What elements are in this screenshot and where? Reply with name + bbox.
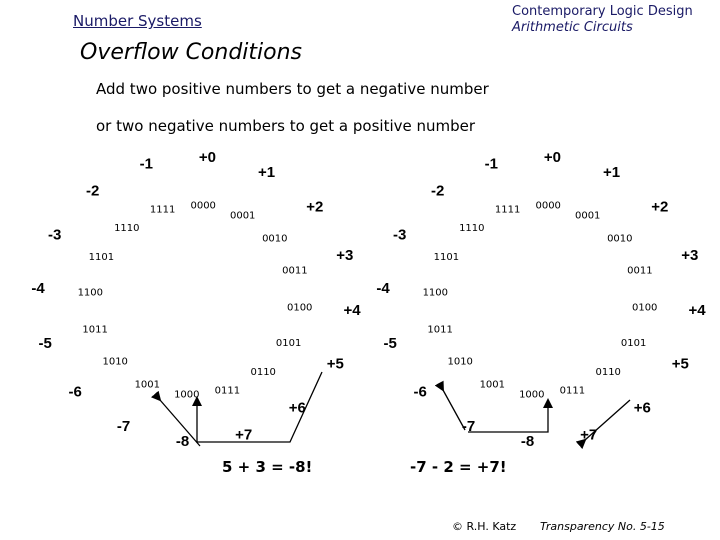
footer-author: © R.H. Katz xyxy=(452,520,517,533)
binary-code-label: 1011 xyxy=(427,324,453,336)
binary-code-label: 0000 xyxy=(535,200,561,212)
decimal-value-label: -6 xyxy=(68,383,82,401)
decimal-value-label: -3 xyxy=(393,226,407,244)
decimal-value-label: -8 xyxy=(175,433,190,451)
binary-code-label: 0111 xyxy=(214,385,241,397)
binary-code-label: 1111 xyxy=(149,204,176,216)
decimal-value-label: +0 xyxy=(198,148,216,166)
binary-code-label: 0100 xyxy=(631,302,658,314)
decimal-value-label: -3 xyxy=(48,226,62,244)
decimal-value-label: +1 xyxy=(602,163,621,181)
decimal-value-label: +7 xyxy=(580,426,598,444)
decimal-value-label: +2 xyxy=(651,198,669,216)
binary-code-label: 1101 xyxy=(433,251,460,263)
slide-title: Overflow Conditions xyxy=(80,40,303,65)
binary-code-label: 0001 xyxy=(574,210,601,222)
equation-left: 5 + 3 = -8! xyxy=(222,458,313,476)
binary-code-label: 1010 xyxy=(102,356,128,368)
decimal-value-label: +7 xyxy=(235,426,253,444)
binary-code-label: 0011 xyxy=(627,265,653,277)
binary-code-label: 1111 xyxy=(494,204,521,216)
binary-code-label: 1100 xyxy=(422,287,449,299)
decimal-value-label: -8 xyxy=(520,433,535,451)
overflow-arrow-right-left xyxy=(443,390,465,430)
decimal-value-label: +3 xyxy=(681,246,699,264)
decimal-value-label: -5 xyxy=(383,334,397,352)
binary-code-label: 0101 xyxy=(620,338,647,350)
binary-code-label: 0100 xyxy=(286,302,313,314)
subtitle-line-2: or two negative numbers to get a positive number xyxy=(96,117,476,135)
overflow-arrow-right-main xyxy=(468,400,548,432)
decimal-value-label: +1 xyxy=(257,163,276,181)
decimal-value-label: -7 xyxy=(461,417,476,435)
decimal-value-label: -2 xyxy=(86,182,100,200)
decimal-value-label: +4 xyxy=(688,302,706,320)
decimal-value-label: -7 xyxy=(116,417,131,435)
binary-code-label: 1000 xyxy=(174,389,200,401)
footer-transparency: Transparency No. 5-15 xyxy=(540,520,665,533)
decimal-value-label: -6 xyxy=(413,383,427,401)
binary-code-label: 1011 xyxy=(82,324,108,336)
binary-code-label: 0110 xyxy=(250,367,276,379)
decimal-value-label: -2 xyxy=(431,182,445,200)
header-chapter-title: Arithmetic Circuits xyxy=(512,20,633,35)
decimal-value-label: +3 xyxy=(336,246,354,264)
decimal-value-label: -4 xyxy=(376,279,390,297)
binary-code-label: 1100 xyxy=(77,287,104,299)
binary-code-label: 0010 xyxy=(607,233,633,245)
decimal-value-label: +5 xyxy=(326,355,344,373)
binary-code-label: 1000 xyxy=(519,389,545,401)
binary-code-label: 0001 xyxy=(229,210,256,222)
binary-code-label: 1110 xyxy=(459,222,485,234)
decimal-value-label: +0 xyxy=(543,148,561,166)
equation-right: -7 - 2 = +7! xyxy=(410,458,507,476)
number-wheel-left xyxy=(31,149,361,450)
binary-code-label: 0110 xyxy=(595,367,621,379)
binary-code-label: 0101 xyxy=(275,338,302,350)
binary-code-label: 1001 xyxy=(479,379,506,391)
binary-code-label: 1001 xyxy=(134,379,161,391)
decimal-value-label: -5 xyxy=(38,334,52,352)
decimal-value-label: +6 xyxy=(633,399,651,417)
decimal-value-label: -1 xyxy=(484,155,498,173)
decimal-value-label: -1 xyxy=(139,155,153,173)
binary-code-label: 1110 xyxy=(114,222,140,234)
binary-code-label: 1010 xyxy=(447,356,473,368)
header-section-title: Number Systems xyxy=(73,12,202,30)
decimal-value-label: +5 xyxy=(671,355,689,373)
binary-code-label: 0111 xyxy=(559,385,586,397)
decimal-value-label: +6 xyxy=(288,399,306,417)
overflow-arrow-right-target xyxy=(585,400,630,440)
subtitle-line-1: Add two positive numbers to get a negative number xyxy=(96,80,489,98)
header-course-title: Contemporary Logic Design xyxy=(512,4,693,19)
decimal-value-label: +4 xyxy=(343,302,361,320)
binary-code-label: 1101 xyxy=(88,251,115,263)
binary-code-label: 0000 xyxy=(190,200,216,212)
binary-code-label: 0011 xyxy=(282,265,308,277)
binary-code-label: 0010 xyxy=(262,233,288,245)
decimal-value-label: -4 xyxy=(31,279,45,297)
decimal-value-label: +2 xyxy=(306,198,324,216)
number-wheel-right xyxy=(376,149,706,450)
